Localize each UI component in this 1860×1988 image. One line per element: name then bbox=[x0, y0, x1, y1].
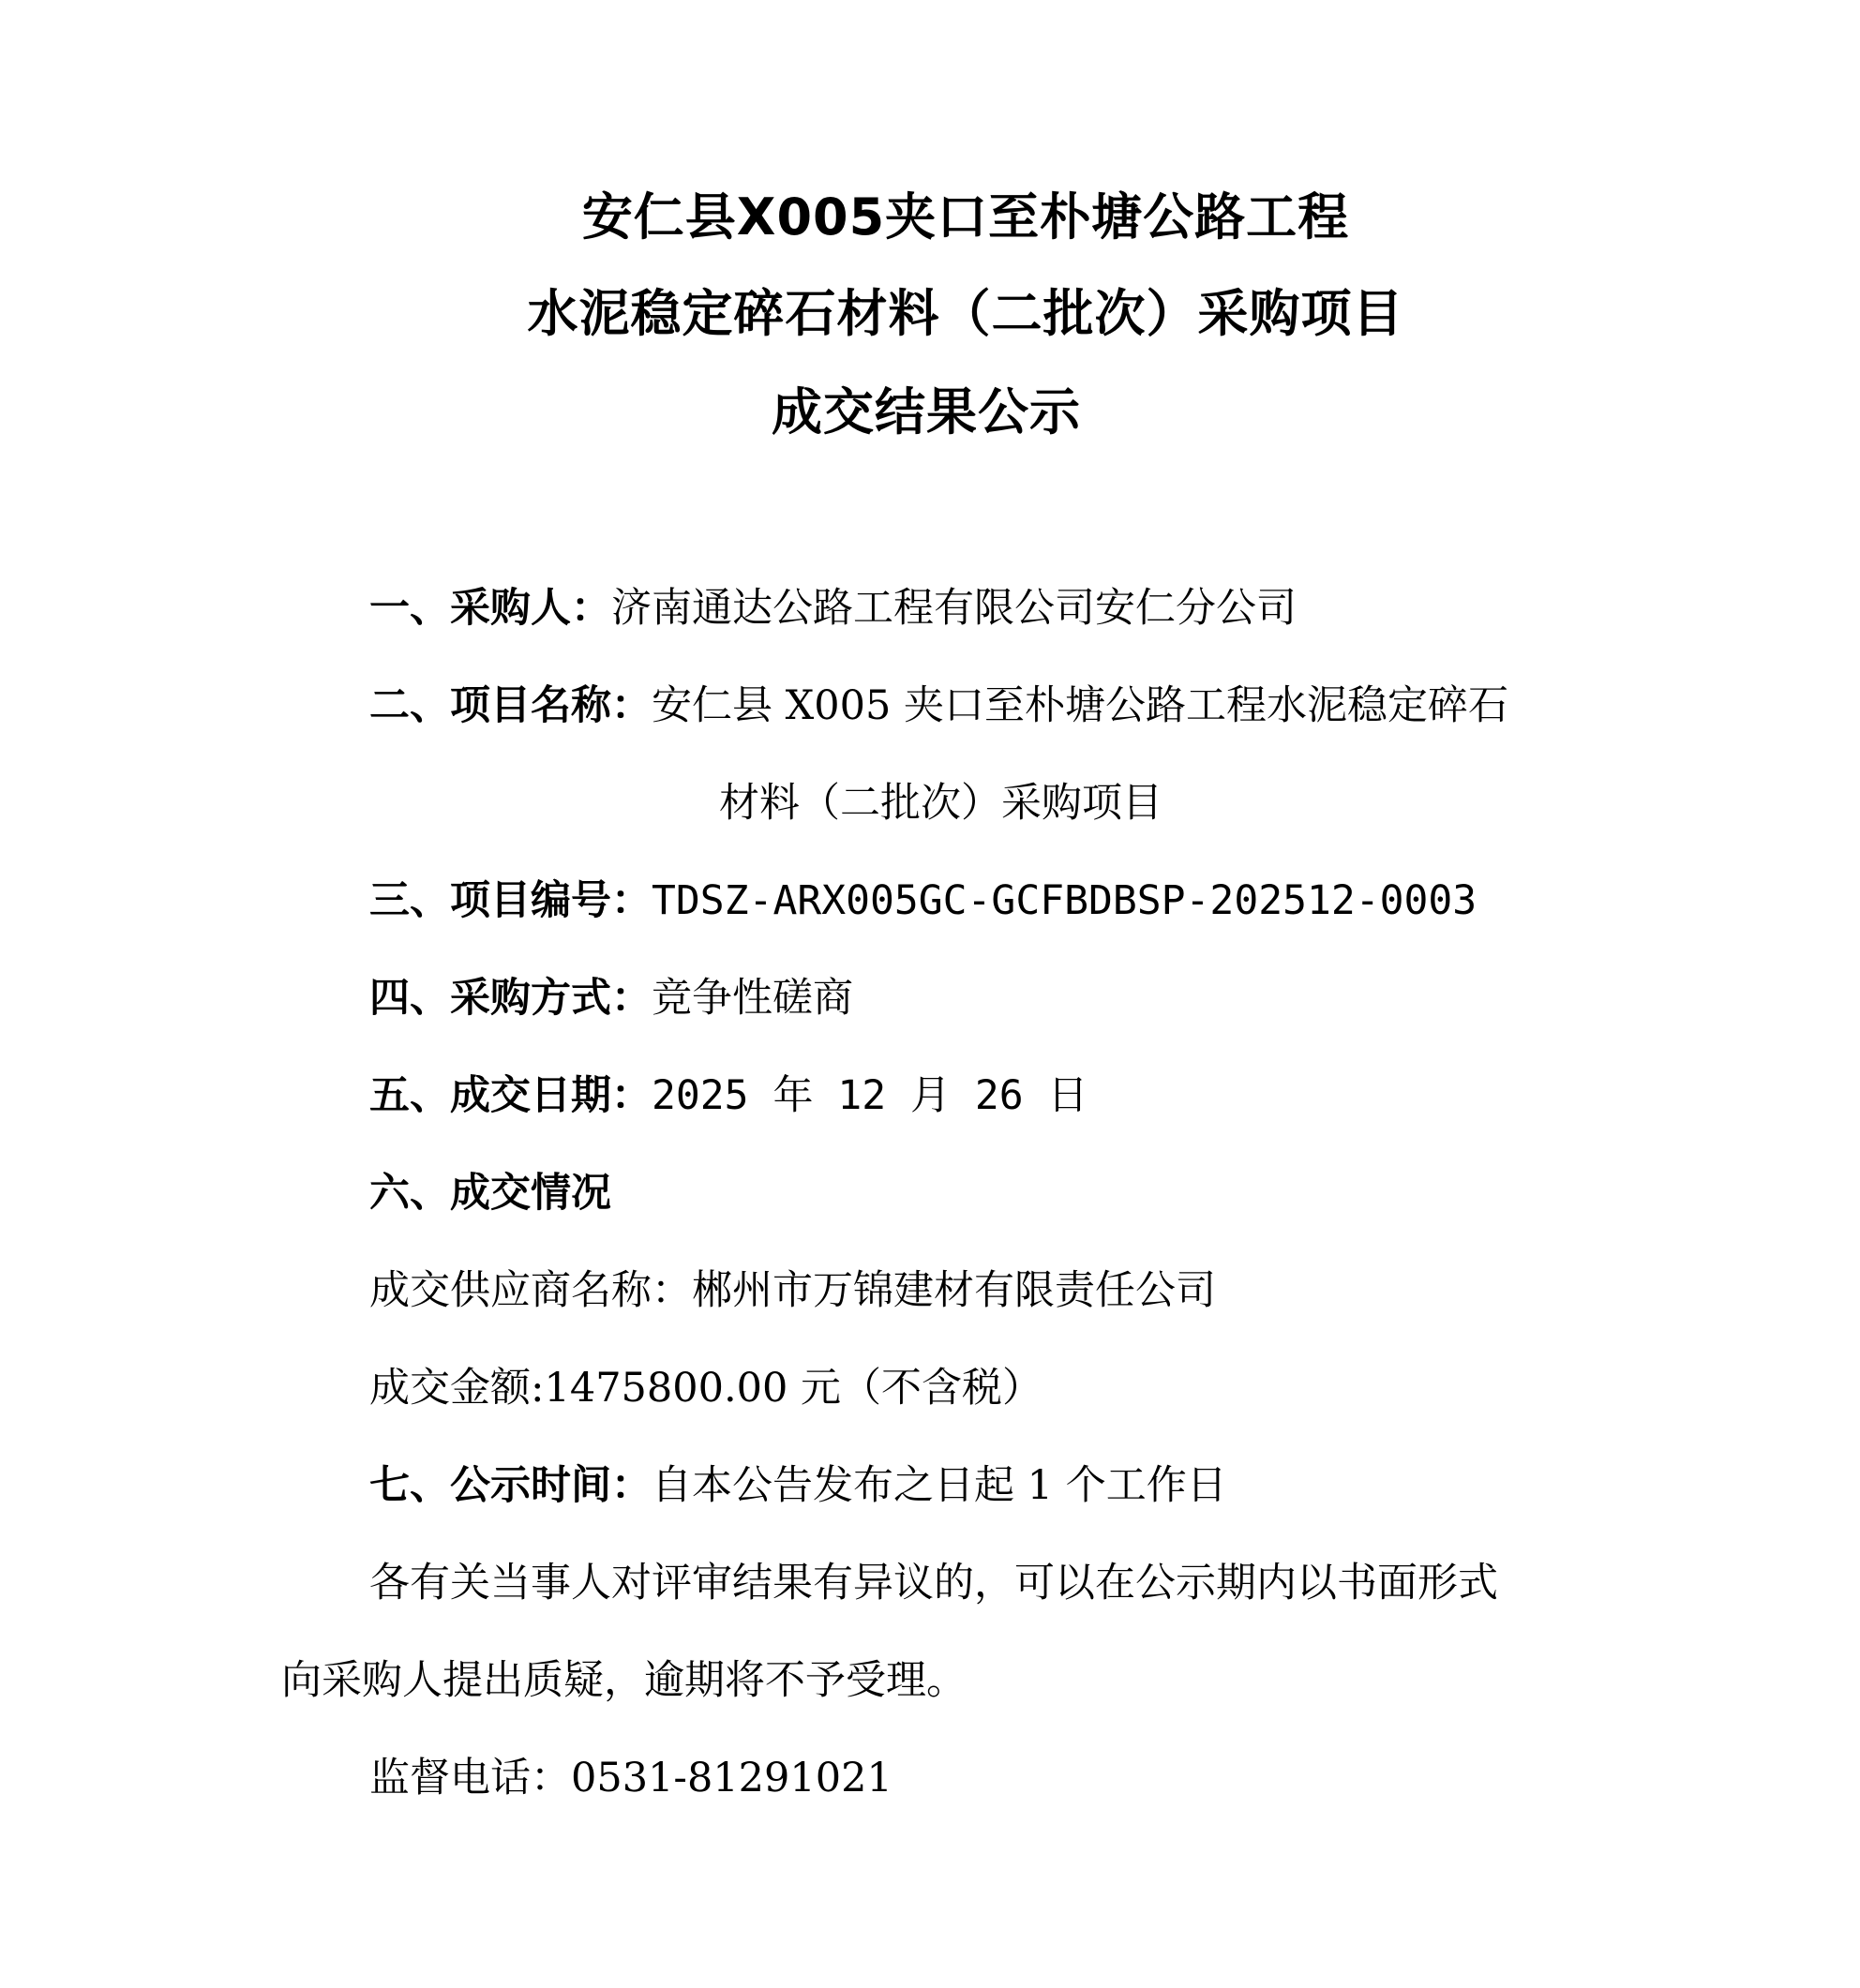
deal-date-value: 2025 年 12 月 26 日 bbox=[652, 1072, 1088, 1119]
project-number-value: TDSZ-ARX005GC-GCFBDBSP-202512-0003 bbox=[652, 877, 1478, 924]
title-line-3: 成交结果公示 bbox=[772, 382, 1081, 441]
purchaser-label: 一、采购人： bbox=[369, 585, 611, 632]
notice-period-row bbox=[369, 1460, 1227, 1511]
purchaser-value: 济南通达公路工程有限公司安仁分公司 bbox=[611, 585, 1297, 632]
title-line-2: 水泥稳定碎石材料（二批次）采购项目 bbox=[527, 284, 1404, 343]
objection-line-2: 向采购人提出质疑，逾期将不予受理。 bbox=[281, 1657, 967, 1704]
deal-date-label: 五、成交日期： bbox=[369, 1072, 652, 1119]
project-name-value-line1: 安仁县 X005 夹口至朴塘公路工程水泥稳定碎石 bbox=[652, 682, 1509, 729]
project-name-label: 二、项目名称： bbox=[369, 682, 652, 729]
procurement-method-label: 四、采购方式： bbox=[369, 975, 652, 1022]
title-line-1: 安仁县X005夹口至朴塘公路工程 bbox=[581, 187, 1350, 247]
deal-info-heading bbox=[369, 1168, 611, 1218]
deal-date-row bbox=[369, 1070, 1088, 1121]
purchaser-row bbox=[369, 583, 1297, 634]
project-name-value-line2: 材料（二批次）采购项目 bbox=[719, 780, 1162, 827]
project-number-row bbox=[369, 875, 1477, 926]
project-number-label: 三、项目编号： bbox=[369, 877, 652, 924]
objection-line-1: 各有关当事人对评审结果有异议的，可以在公示期内以书面形式 bbox=[369, 1560, 1498, 1607]
deal-amount: 成交金额:1475800.00 元（不含税） bbox=[369, 1365, 1043, 1412]
notice-period-value: 自本公告发布之日起 1 个工作日 bbox=[652, 1462, 1227, 1509]
deal-info-label: 六、成交情况 bbox=[369, 1170, 611, 1217]
procurement-method-row bbox=[369, 973, 853, 1024]
deal-supplier: 成交供应商名称：郴州市万锦建材有限责任公司 bbox=[369, 1267, 1216, 1314]
project-name-row bbox=[369, 680, 1508, 731]
supervision-phone: 监督电话：0531-81291021 bbox=[369, 1755, 892, 1801]
procurement-method-value: 竞争性磋商 bbox=[652, 975, 853, 1022]
notice-period-label: 七、公示时间： bbox=[369, 1462, 652, 1509]
